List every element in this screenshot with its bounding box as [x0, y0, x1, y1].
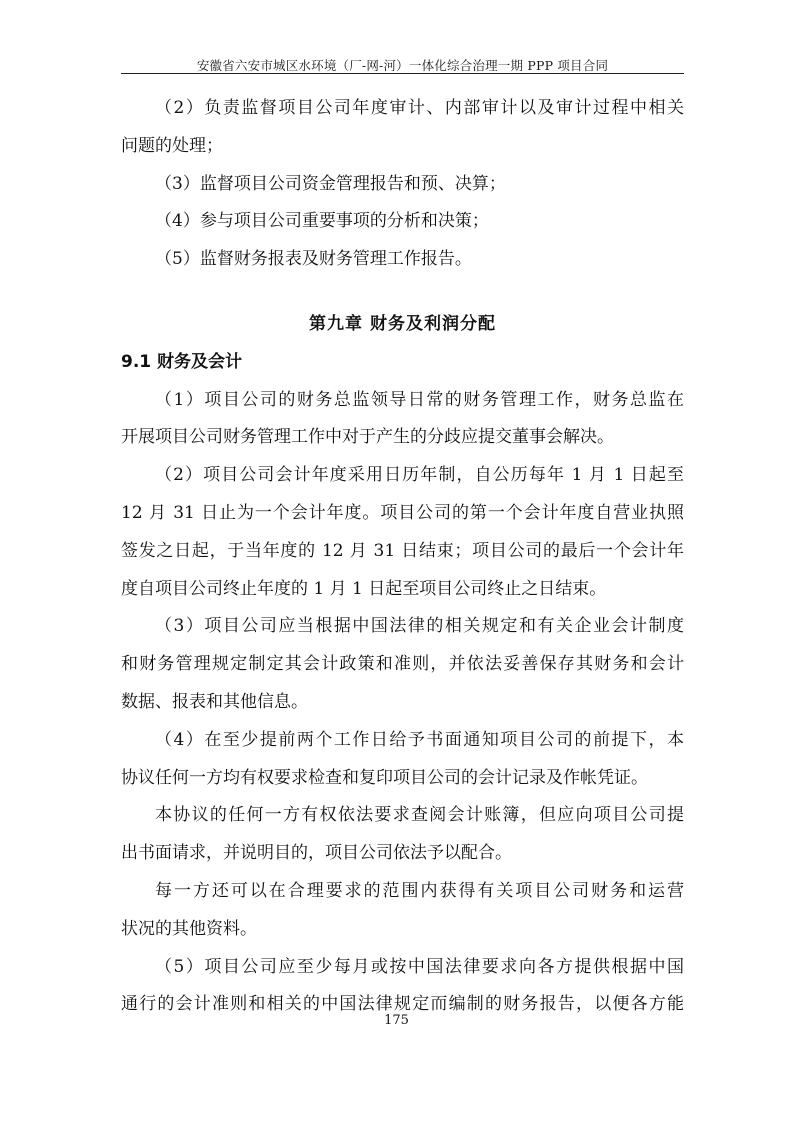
text-line: 状况的其他资料。 — [121, 918, 257, 939]
paragraph — [121, 90, 684, 166]
text-line: 度自项目公司终止年度的 1 月 1 日起至项目公司终止之日结束。 — [121, 578, 607, 599]
text-line: 协议任何一方均有权要求检查和复印项目公司的会计记录及作帐凭证。 — [121, 767, 648, 788]
text-line: 开展项目公司财务管理工作中对于产生的分歧应提交董事会解决。 — [121, 427, 614, 448]
text-line: 本协议的任何一方有权依法要求查阅会计账簿，但应向项目公司提 — [155, 805, 684, 826]
text-line: （3）监督项目公司资金管理报告和预、决算； — [155, 173, 506, 194]
text-line: （4）参与项目公司重要事项的分析和决策； — [155, 211, 489, 232]
text-line: 每一方还可以在合理要求的范围内获得有关项目公司财务和运营 — [155, 880, 684, 901]
paragraph — [121, 873, 684, 949]
document-body — [121, 90, 684, 1024]
text-line: （3）项目公司应当根据中国法律的相关规定和有关企业会计制度 — [155, 616, 684, 637]
text-line: （5）监督财务报表及财务管理工作报告。 — [155, 249, 472, 270]
page-number: 175 — [384, 1013, 409, 1028]
text-line: （2）项目公司会计年度采用日历年制，自公历每年 1 月 1 日起至 — [155, 465, 684, 486]
text-line: （2）负责监督项目公司年度审计、内部审计以及审计过程中相关 — [155, 98, 684, 118]
text-line: 12 月 31 日止为一个会计年度。项目公司的第一个会计年度自营业执照 — [121, 502, 684, 523]
text-line: 和财务管理规定制定其会计政策和准则，并依法妥善保存其财务和会计 — [121, 654, 684, 675]
section-heading: 9.1 财务及会计 — [121, 351, 243, 372]
paragraph — [121, 166, 684, 204]
text-line: 出书面请求，并说明目的，项目公司依法予以配合。 — [121, 843, 512, 864]
paragraph — [121, 382, 684, 458]
text-line: 数据、报表和其他信息。 — [121, 691, 308, 712]
text-line: （1）项目公司的财务总监领导日常的财务管理工作，财务总监在 — [155, 389, 684, 410]
text-line: （5）项目公司应至少每月或按中国法律要求向各方提供根据中国 — [155, 956, 684, 977]
paragraph — [121, 722, 684, 798]
spacer — [121, 279, 684, 306]
paragraph — [121, 457, 684, 608]
text-line: 通行的会计准则和相关的中国法律规定而编制的财务报告，以便各方能 — [121, 994, 684, 1015]
paragraph — [121, 797, 684, 873]
paragraph — [121, 203, 684, 241]
header-rule — [121, 73, 684, 74]
paragraph — [121, 608, 684, 721]
paragraph — [121, 241, 684, 279]
text-line: 问题的处理； — [121, 135, 223, 156]
chapter-heading: 第九章 财务及利润分配 — [309, 313, 496, 334]
text-line: （4）在至少提前两个工作日给予书面通知项目公司的前提下，本 — [155, 729, 684, 750]
text-line: 签发之日起，于当年度的 12 月 31 日结束；项目公司的最后一个会计年 — [121, 540, 684, 561]
running-header: 安徽省六安市城区水环境（厂-网-河）一体化综合治理一期 PPP 项目合同 — [196, 58, 609, 73]
